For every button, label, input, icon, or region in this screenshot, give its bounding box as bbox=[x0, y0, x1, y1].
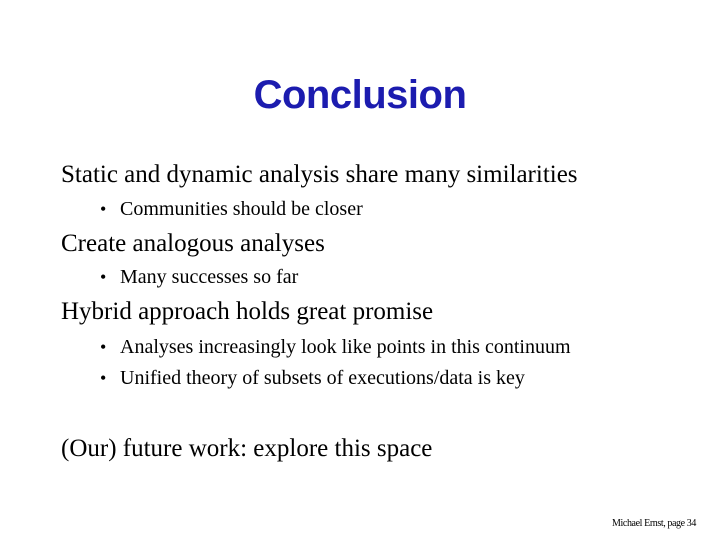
point-text: Create analogous analyses bbox=[61, 230, 325, 257]
bullet-icon: • bbox=[100, 368, 107, 388]
point-future-work bbox=[61, 434, 432, 464]
point-text: (Our) future work: explore this space bbox=[61, 435, 433, 462]
subpoint-successes bbox=[100, 265, 298, 289]
subpoint-continuum bbox=[100, 335, 571, 359]
subpoint-unified-theory bbox=[100, 366, 525, 390]
subpoint-text: Many successes so far bbox=[120, 266, 299, 288]
subpoint-text: Analyses increasingly look like points in this continuum bbox=[120, 336, 571, 358]
bullet-icon: • bbox=[100, 199, 107, 219]
point-text: Static and dynamic analysis share many similarities bbox=[61, 161, 578, 188]
point-text: Hybrid approach holds great promise bbox=[61, 298, 434, 325]
point-analogous bbox=[61, 229, 325, 259]
point-static-dynamic bbox=[61, 160, 578, 190]
bullet-icon: • bbox=[100, 267, 107, 287]
point-hybrid bbox=[61, 297, 433, 327]
subpoint-communities bbox=[100, 197, 363, 221]
subpoint-text: Unified theory of subsets of executions/data is key bbox=[120, 367, 525, 389]
slide-footer: Michael Ernst, page 34 bbox=[612, 518, 696, 529]
bullet-icon: • bbox=[100, 337, 107, 357]
slide-title: Conclusion bbox=[253, 73, 467, 117]
subpoint-text: Communities should be closer bbox=[120, 198, 363, 220]
